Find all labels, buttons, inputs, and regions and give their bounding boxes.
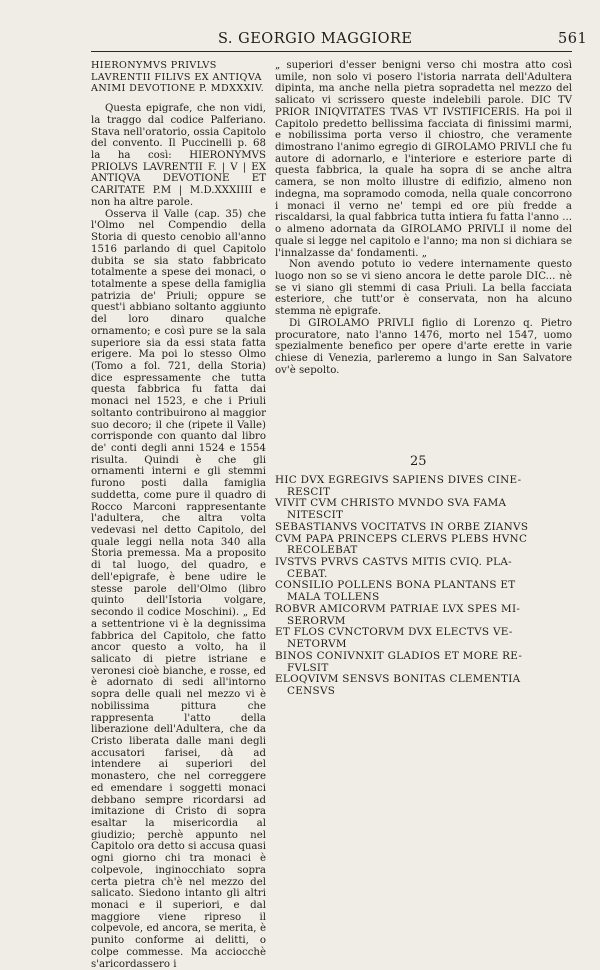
inscription (275, 475, 572, 698)
paragraph-girolamo: Di GIROLAMO PRIVLI figlio di Lorenzo q. Pietro procuratore, nato l'anno 1476, morto nel 1547, uomo spezialmente benefico per opere d'arte erette in varie chiese di Venezia, parleremo a lungo in San Salvatore ov'è sepolto. (275, 317, 572, 376)
inscription-line: ROBVR AMICORVM PATRIAE LVX SPES MI- (275, 602, 521, 615)
inscription-line: NITESCIT (287, 509, 344, 522)
inscription-line: HIC DVX EGREGIVS SAPIENS DIVES CINE- (275, 474, 522, 486)
page-number: 561 (558, 31, 588, 47)
inscription-line: ET FLOS CVNCTORVM DVX ELECTVS VE- (275, 626, 513, 639)
inscription-line: CVM PAPA PRINCEPS CLERVS PLEBS HVNC (275, 532, 528, 545)
inscription-line: RECOLEBAT (287, 544, 358, 557)
inscription-line: NETORVM (287, 638, 347, 651)
header-rule (91, 51, 572, 52)
inscription-line: VIVIT CVM CHRISTO MVNDO SVA FAMA (275, 497, 507, 510)
inscription-line: BINOS CONIVNXIT GLADIOS ET MORE RE- (275, 649, 523, 662)
paragraph-olmo-quote: „ superiori d'esser benigni verso chi mostra atto così umile, non solo vi posero l'istoria narrata dell'Adultera dipinta, ma anche nella pietra sopradetta nel mezzo del salicato vi scrissero queste indelebili parole. DIC TV PRIOR INIQVITATES TVAS VT IVSTIFICERIS. Ha poi il Capitolo predetto bellissima facciata di finissimi marmi, e nobilissima porta verso il chiostro, che veramente dimostrano l'animo egregio di GIROLAMO PRIVLI che fu autore di adornarlo, e l'interiore e esteriore parte di questa fabbrica, la quale ha sopra di se anche altra camera, se non molto illustre di edifizio, almeno non indegna, ma sopramodo comoda, nella quale concorrono i monaci il verno ne' tempi ed ore più fredde a riscaldarsi, la qual fabbrica tutta intiera fu fatta l'anno ... o almeno adornata da GIROLAMO PRIVLI il nome del quale si legge nel capitolo e l'anno; ma non si dichiara se l'innalzasse da' fondamenti. „ (275, 60, 572, 259)
inscription-line: ELOQVIVM SENSVS BONITAS CLEMENTIA (275, 673, 521, 686)
inscription-line: RESCIT (287, 485, 331, 498)
paragraph-codice: Questa epigrafe, che non vidi, la traggo dal codice Palferiano. Stava nell'oratorio, ossia Capitolo del convento. Il Puccinelli p. 68 la ha così: HIERONYMVS PRIOLVS LAVRENTII F. | V | EX ANTIQVA DEVOTIONE ET CARITATE P.M | M.D.XXXIIII e non ha altre parole. (91, 103, 266, 208)
inscription-line: SERORVM (287, 614, 346, 627)
page-header (0, 31, 600, 53)
inscription-line: SEBASTIANVS VOCITATVS IN ORBE ZIANVS (275, 520, 529, 533)
epigraph-text: HIERONYMVS PRIVLVS LAVRENTII FILIVS EX ANTIQVA ANIMI DEVOTIONE P. MDXXXIV. (91, 60, 265, 95)
inscription-line: IVSTVS PVRVS CASTVS MITIS CVIQ. PLA- (275, 556, 512, 569)
running-title: S. GEORGIO MAGGIORE (218, 31, 413, 47)
right-column (275, 60, 572, 376)
inscription-line: FVLSIT (287, 661, 329, 674)
section-number: 25 (410, 454, 427, 469)
inscription-line: CENSVS (287, 684, 336, 697)
paragraph-not-seen: Non avendo potuto io vedere internamente questo luogo non so se vi sieno ancora le dette parole DIC... nè se vi siano gli stemmi di casa Priuli. La bella facciata esteriore, che tutt'or è conservata, non ha alcuno stemma nè epigrafe. (275, 259, 572, 318)
left-column (91, 60, 266, 970)
paragraph-valle: Osserva il Valle (cap. 35) che l'Olmo nel Compendio della Storia di questo cenobio all'anno 1516 parlando di quel Capitolo dubita se sia stato fabbricato totalmente a spese dei monaci, o totalmente a spese della famiglia patrizia de' Priuli; oppure se quest'i abbiano soltanto aggiunto del loro dinaro qualche ornamento; e così pure se la sala superiore sia da essi stata fatta erigere. Ma poi lo stesso Olmo (Tomo a fol. 721, della Storia) dice espressamente che tutta questa fabbrica fu fatta dai monaci nel 1523, e che i Priuli soltanto contribuirono al maggior suo decoro; il che (ripete il Valle) corrisponde con quanto dal libro de' conti degli anni 1524 e 1554 risulta. Quindi è che gli ornamenti interni e gli stemmi furono posti dalla famiglia suddetta, come pure il quadro di Rocco Marconi rappresentante l'adultera, che altra volta vedevasi nel detto Capitolo, del quale leggi nella nota 340 alla Storia premessa. Ma a proposito di tal luogo, del quadro, e dell'epigrafe, è bene udire le stesse parole dell'Olmo (libro quinto dell'Istoria volgare, secondo il codice Moschini). „ Ed a settentrione vi è la degnissima fabbrica del Capitolo, che fatto ancor questo a volto, ha il salicato di pietre istriane e veronesi cioè bianche, e rosse, ed è adornato di sedi all'intorno sopra delle quali nel mezzo vi è nobilissima pittura che rappresenta l'atto della liberazione dell'Adultera, che da Cristo liberata dalle mani degli accusatori farisei, dà ad intendere ai superiori del monastero, che nel correggere ed emendare i soggetti monaci debbano sempre ricordarsi ad imitazione di Cristo di sopra esaltar la misericordia al giudizio; perchè appunto nel Capitolo ora detto si accusa quasi ogni giorno chi tra monaci è colpevole, inginocchiato sopra certa pietra ch'è nel mezzo del salicato. Siedono intanto gli altri monaci e il superiori, e dal maggiore viene ripreso il colpevole, ed ancora, se merita, è punito conforme ai delitti, o colpe commesse. Ma acciocchè s'aricordassero i (91, 208, 266, 970)
inscription-line: CEBAT. (287, 567, 328, 580)
inscription-line: MALA TOLLENS (287, 591, 380, 604)
inscription-line: CONSILIO POLLENS BONA PLANTANS ET (275, 579, 516, 592)
